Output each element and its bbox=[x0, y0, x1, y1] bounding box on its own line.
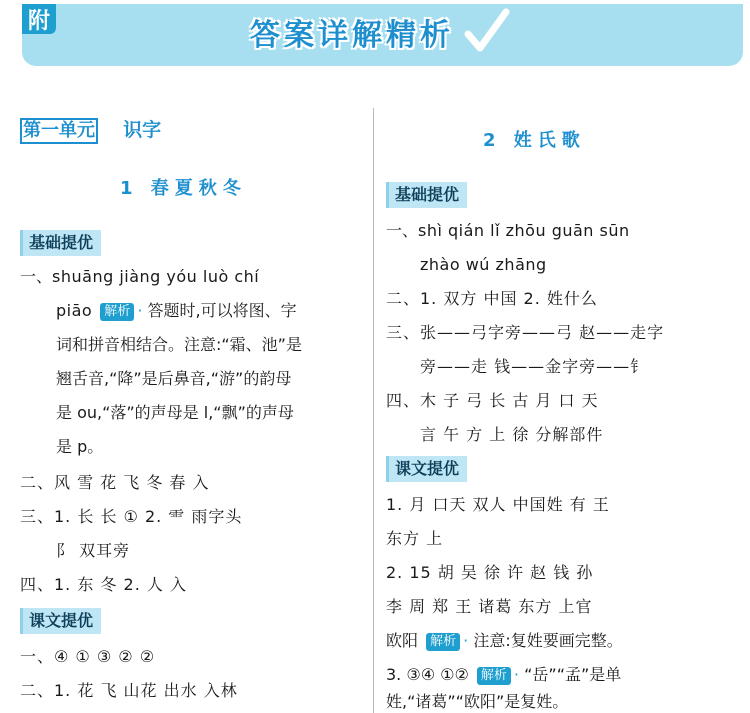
answer-line: 四、1. 东 冬 2. 人 入 bbox=[20, 575, 187, 594]
checkmark-icon bbox=[462, 8, 510, 54]
appendix-tab bbox=[22, 4, 56, 34]
pinyin-text: shì qián lǐ zhōu guān sūn bbox=[418, 221, 630, 240]
section-heading: 基础提优 bbox=[20, 230, 101, 256]
answer-line: 二、风 雪 花 飞 冬 春 入 bbox=[20, 473, 210, 492]
answer-line: 旁——走 钱——金字旁——钅 bbox=[420, 357, 648, 376]
analysis-text: 答题时,可以将图、字 bbox=[147, 301, 297, 320]
title-char: 案 bbox=[284, 18, 314, 53]
answer-line: 3. ③④ ①② 解析 · “岳”“孟”是单 bbox=[386, 665, 622, 684]
answer-text: 欧阳 bbox=[386, 631, 419, 650]
title-char: 析 bbox=[420, 18, 450, 53]
unit-heading bbox=[20, 118, 161, 144]
analysis-text: 姓,“诸葛”“欧阳”是复姓。 bbox=[386, 692, 569, 711]
column-divider bbox=[373, 108, 374, 713]
analysis-text: 词和拼音相结合。注意:“霜、池”是 bbox=[56, 335, 302, 354]
analysis-tag: 解析 bbox=[100, 303, 134, 321]
question-number: 一、 bbox=[386, 221, 419, 240]
unit-label: 第一单元 bbox=[20, 118, 98, 144]
answer-line bbox=[20, 266, 259, 288]
answer-line: 李 周 郑 王 诸葛 东方 上官 bbox=[386, 597, 593, 616]
answer-line: 一、④ ① ③ ② ② bbox=[20, 647, 156, 666]
answer-line: 三、1. ⻓ ⻓ ① 2. ⻗ 雨字头 bbox=[20, 507, 243, 526]
answer-line: 二、1. 双方 中国 2. 姓什么 bbox=[386, 289, 598, 308]
pinyin-text: piāo bbox=[56, 301, 93, 320]
analysis-text: 是 ou,“落”的声母是 l,“飘”的声母 bbox=[56, 403, 294, 422]
answer-line: piāo 解析 · 答题时,可以将图、字 bbox=[56, 301, 297, 320]
answer-line: 东方 上 bbox=[386, 529, 444, 548]
title-char: 解 bbox=[352, 18, 382, 53]
answer-line bbox=[386, 220, 630, 242]
analysis-tag: 解析 bbox=[426, 633, 460, 651]
pinyin-text: zhào wú zhāng bbox=[420, 255, 547, 274]
section-heading: 课文提优 bbox=[20, 608, 101, 634]
analysis-text: 注意:复姓要画完整。 bbox=[473, 631, 623, 650]
unit-name: 识字 bbox=[123, 119, 162, 141]
title-char: 精 bbox=[386, 18, 416, 53]
title-char: 详 bbox=[318, 18, 348, 53]
appendix-label: 附 bbox=[27, 8, 50, 34]
section-heading: 课文提优 bbox=[386, 456, 467, 482]
question-number: 一、 bbox=[20, 267, 53, 286]
lesson-title: 2 姓氏歌 bbox=[483, 130, 586, 151]
answer-line: 1. 月 口天 双人 中国姓 有 王 bbox=[386, 495, 610, 514]
answer-line: 三、张——弓字旁——弓 赵——走字 bbox=[386, 323, 665, 342]
answer-line: 二、1. 花 飞 山花 出水 入林 bbox=[20, 681, 238, 700]
page-title bbox=[205, 8, 495, 56]
analysis-text: “岳”“孟”是单 bbox=[524, 665, 622, 684]
answer-text: 3. ③④ ①② bbox=[386, 665, 469, 684]
answer-line: 言 午 方 上 徐 分解部件 bbox=[420, 425, 604, 444]
pinyin-text: shuāng jiàng yóu luò chí bbox=[52, 267, 260, 286]
title-char: 答 bbox=[250, 18, 280, 53]
answer-line: 四、木 子 弓 长 古 月 口 天 bbox=[386, 391, 599, 410]
analysis-text: 是 p。 bbox=[56, 437, 104, 456]
answer-line: 欧阳 解析 · 注意:复姓要画完整。 bbox=[386, 631, 623, 650]
answer-line: 2. 15 胡 吴 徐 许 赵 钱 孙 bbox=[386, 563, 594, 582]
analysis-text: 翘舌音,“降”是后鼻音,“游”的韵母 bbox=[56, 369, 292, 388]
lesson-title: 1 春夏秋冬 bbox=[120, 178, 247, 199]
answer-line: ⻖ 双耳旁 bbox=[56, 541, 131, 560]
section-heading: 基础提优 bbox=[386, 182, 467, 208]
analysis-tag: 解析 bbox=[477, 667, 511, 685]
